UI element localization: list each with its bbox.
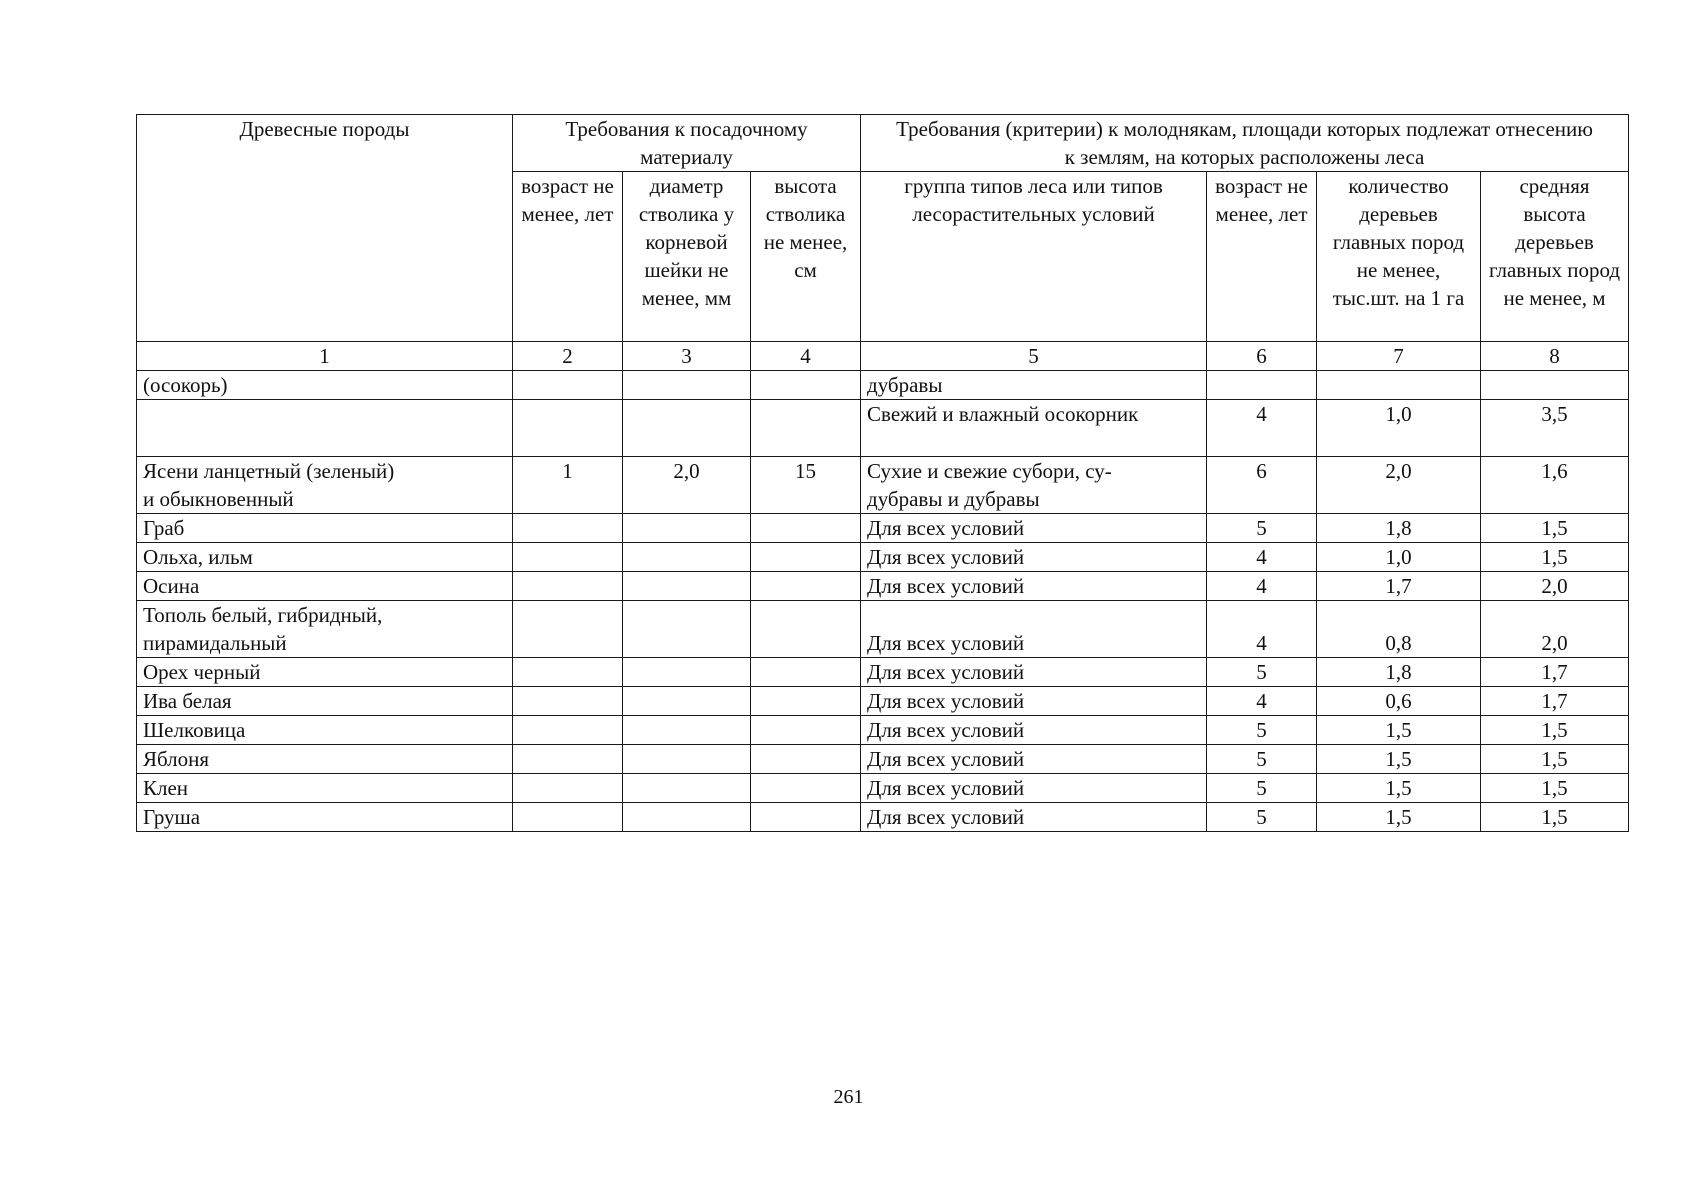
cell-diameter	[623, 371, 751, 400]
cell-diameter	[623, 572, 751, 601]
column-number: 5	[861, 342, 1207, 371]
cell-young-age: 4	[1207, 687, 1317, 716]
cell-average-height: 1,5	[1481, 745, 1629, 774]
cell-height	[751, 774, 861, 803]
header-average-height: средняя высота деревьев главных пород не менее, м	[1481, 172, 1629, 342]
cell-young-age: 4	[1207, 400, 1317, 457]
header-height: высота стволика не менее, см	[751, 172, 861, 342]
cell-tree-count	[1317, 371, 1481, 400]
cell-height	[751, 745, 861, 774]
table-row	[137, 457, 1629, 514]
cell-age	[513, 803, 623, 832]
cell-tree-count: 0,6	[1317, 687, 1481, 716]
cell-tree-count: 1,5	[1317, 803, 1481, 832]
cell-age	[513, 543, 623, 572]
table-row	[137, 803, 1629, 832]
cell-average-height: 1,5	[1481, 803, 1629, 832]
cell-species: Шелковица	[137, 716, 513, 745]
cell-height	[751, 687, 861, 716]
column-number: 6	[1207, 342, 1317, 371]
cell-height	[751, 716, 861, 745]
cell-average-height: 1,5	[1481, 543, 1629, 572]
cell-young-age: 5	[1207, 745, 1317, 774]
cell-height	[751, 543, 861, 572]
table-row	[137, 716, 1629, 745]
cell-forest-type: Для всех условий	[861, 572, 1207, 601]
header-forest-type: группа типов леса или типов лесорастительных условий	[861, 172, 1207, 342]
cell-species: Орех черный	[137, 658, 513, 687]
cell-young-age: 5	[1207, 716, 1317, 745]
cell-young-age: 4	[1207, 572, 1317, 601]
cell-young-age: 5	[1207, 774, 1317, 803]
header-diameter: диаметр стволика у корневой шейки не менее, мм	[623, 172, 751, 342]
cell-diameter	[623, 687, 751, 716]
header-tree-count: количество деревьев главных пород не менее, тыс.шт. на 1 га	[1317, 172, 1481, 342]
cell-age	[513, 716, 623, 745]
cell-diameter	[623, 658, 751, 687]
cell-diameter	[623, 716, 751, 745]
cell-young-age: 6	[1207, 457, 1317, 514]
header-young-stand-requirements: Требования (критерии) к молоднякам, площади которых подлежат отнесению к землям, на которых расположены леса	[861, 115, 1629, 172]
cell-average-height: 1,5	[1481, 774, 1629, 803]
cell-height	[751, 658, 861, 687]
cell-average-height: 2,0	[1481, 601, 1629, 658]
cell-age	[513, 572, 623, 601]
table-body	[137, 371, 1629, 832]
cell-species: Тополь белый, гибридный, пирамидальный	[137, 601, 513, 658]
cell-tree-count: 1,0	[1317, 400, 1481, 457]
cell-age	[513, 774, 623, 803]
header-young-age: возраст не менее, лет	[1207, 172, 1317, 342]
column-number: 7	[1317, 342, 1481, 371]
cell-young-age: 4	[1207, 601, 1317, 658]
column-number: 8	[1481, 342, 1629, 371]
cell-age: 1	[513, 457, 623, 514]
cell-age	[513, 745, 623, 774]
cell-height	[751, 803, 861, 832]
column-number-row	[137, 342, 1629, 371]
cell-diameter	[623, 514, 751, 543]
cell-height: 15	[751, 457, 861, 514]
cell-young-age: 5	[1207, 803, 1317, 832]
cell-tree-count: 1,5	[1317, 774, 1481, 803]
header-age: возраст не менее, лет	[513, 172, 623, 342]
cell-forest-type: Для всех условий	[861, 716, 1207, 745]
cell-diameter	[623, 400, 751, 457]
cell-species	[137, 400, 513, 457]
cell-average-height: 1,5	[1481, 514, 1629, 543]
cell-average-height: 1,7	[1481, 687, 1629, 716]
cell-height	[751, 601, 861, 658]
cell-average-height: 1,7	[1481, 658, 1629, 687]
cell-diameter	[623, 543, 751, 572]
cell-average-height: 3,5	[1481, 400, 1629, 457]
cell-forest-type: Сухие и свежие субори, су- дубравы и дубравы	[861, 457, 1207, 514]
cell-young-age	[1207, 371, 1317, 400]
cell-young-age: 5	[1207, 514, 1317, 543]
cell-height	[751, 371, 861, 400]
cell-age	[513, 601, 623, 658]
cell-age	[513, 658, 623, 687]
table-row	[137, 400, 1629, 457]
cell-average-height	[1481, 371, 1629, 400]
header-species: Древесные породы	[137, 115, 513, 342]
cell-height	[751, 400, 861, 457]
cell-forest-type: Для всех условий	[861, 774, 1207, 803]
cell-tree-count: 1,8	[1317, 658, 1481, 687]
header-planting-material: Требования к посадочному материалу	[513, 115, 861, 172]
cell-species: Ольха, ильм	[137, 543, 513, 572]
table-row	[137, 543, 1629, 572]
cell-forest-type: Для всех условий	[861, 745, 1207, 774]
cell-species: Граб	[137, 514, 513, 543]
cell-species: Ясени ланцетный (зеленый) и обыкновенный	[137, 457, 513, 514]
cell-height	[751, 514, 861, 543]
cell-tree-count: 1,8	[1317, 514, 1481, 543]
cell-average-height: 2,0	[1481, 572, 1629, 601]
forest-requirements-table	[136, 114, 1629, 832]
cell-species: Клен	[137, 774, 513, 803]
table-row	[137, 774, 1629, 803]
cell-tree-count: 1,0	[1317, 543, 1481, 572]
cell-young-age: 4	[1207, 543, 1317, 572]
cell-age	[513, 687, 623, 716]
cell-forest-type: Для всех условий	[861, 543, 1207, 572]
cell-tree-count: 1,5	[1317, 745, 1481, 774]
cell-tree-count: 2,0	[1317, 457, 1481, 514]
cell-diameter	[623, 601, 751, 658]
cell-species: Ива белая	[137, 687, 513, 716]
cell-forest-type: Для всех условий	[861, 687, 1207, 716]
cell-species: Яблоня	[137, 745, 513, 774]
cell-diameter	[623, 745, 751, 774]
cell-height	[751, 572, 861, 601]
cell-species: Осина	[137, 572, 513, 601]
table-row	[137, 601, 1629, 658]
cell-diameter	[623, 803, 751, 832]
cell-species: (осокорь)	[137, 371, 513, 400]
page-number: 261	[833, 1086, 864, 1108]
cell-forest-type: Свежий и влажный осокорник	[861, 400, 1207, 457]
cell-forest-type: Для всех условий	[861, 803, 1207, 832]
cell-age	[513, 371, 623, 400]
table-row	[137, 514, 1629, 543]
table-row	[137, 745, 1629, 774]
cell-tree-count: 1,5	[1317, 716, 1481, 745]
table-row	[137, 371, 1629, 400]
table-row	[137, 658, 1629, 687]
cell-diameter: 2,0	[623, 457, 751, 514]
cell-age	[513, 400, 623, 457]
cell-average-height: 1,6	[1481, 457, 1629, 514]
cell-diameter	[623, 774, 751, 803]
column-number: 1	[137, 342, 513, 371]
cell-forest-type: дубравы	[861, 371, 1207, 400]
cell-tree-count: 1,7	[1317, 572, 1481, 601]
table-row	[137, 572, 1629, 601]
cell-forest-type: Для всех условий	[861, 514, 1207, 543]
table-row	[137, 687, 1629, 716]
cell-young-age: 5	[1207, 658, 1317, 687]
cell-average-height: 1,5	[1481, 716, 1629, 745]
cell-age	[513, 514, 623, 543]
cell-species: Груша	[137, 803, 513, 832]
cell-forest-type: Для всех условий	[861, 658, 1207, 687]
cell-tree-count: 0,8	[1317, 601, 1481, 658]
column-number: 4	[751, 342, 861, 371]
column-number: 3	[623, 342, 751, 371]
column-number: 2	[513, 342, 623, 371]
cell-forest-type: Для всех условий	[861, 601, 1207, 658]
